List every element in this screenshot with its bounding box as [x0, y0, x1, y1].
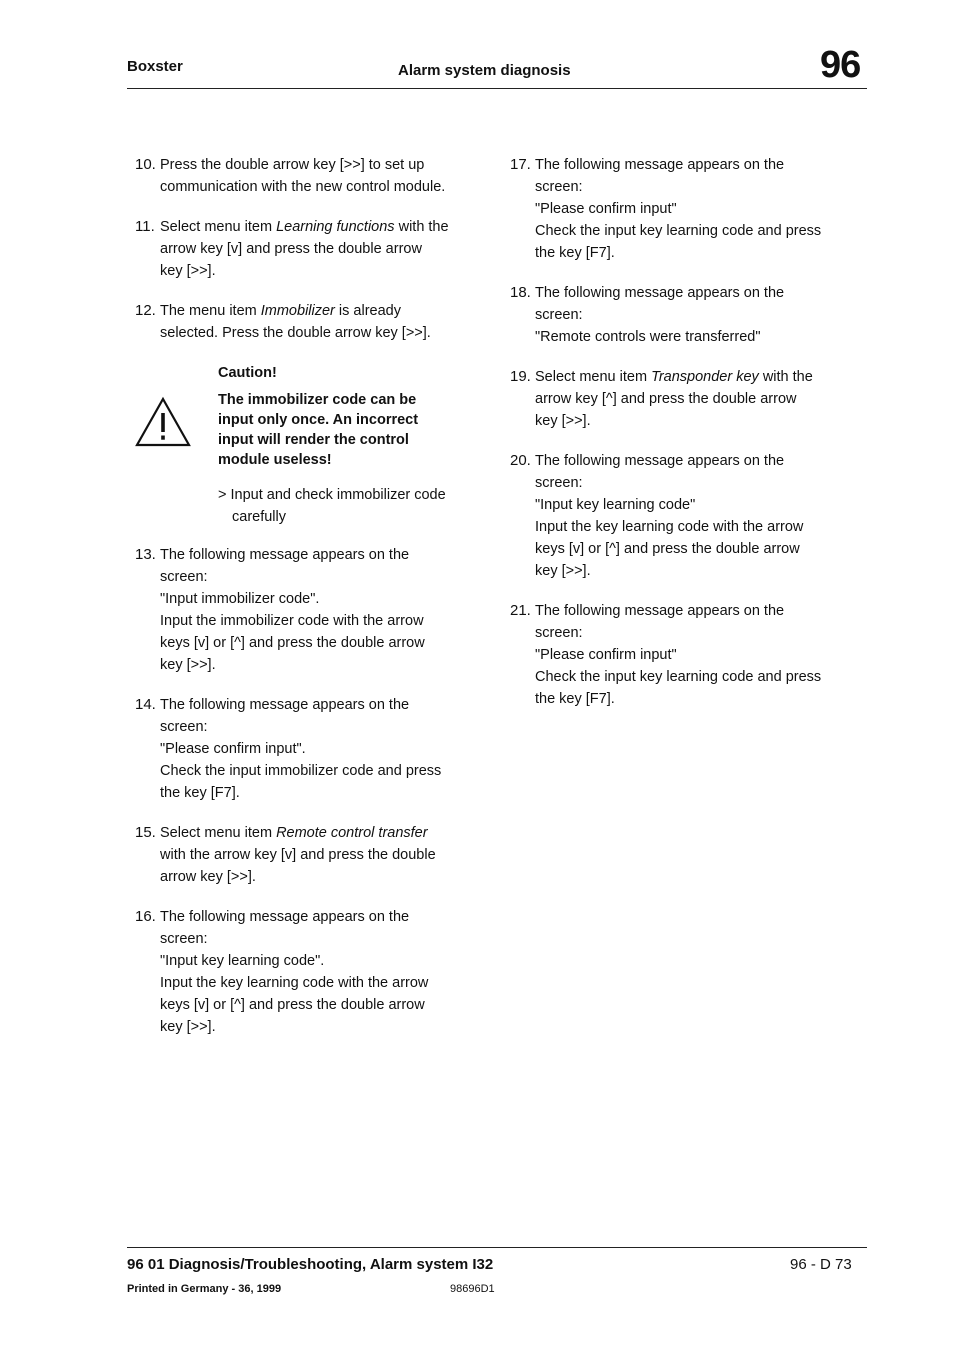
- step-text: [160, 300, 480, 322]
- step-14: [135, 694, 480, 804]
- step-text: screen:: [535, 307, 583, 323]
- caution-title: Caution!: [218, 365, 277, 381]
- header-divider: [127, 88, 867, 89]
- step-number: 21.: [510, 602, 531, 619]
- step-text: key [>>].: [535, 413, 591, 429]
- step-text: arrow key [v] and press the double arrow: [160, 241, 422, 257]
- step-text: "Remote controls were transferred": [535, 329, 761, 345]
- footer-page-number: 96 - D 73: [790, 1256, 852, 1273]
- step-text: The following message appears on the: [535, 157, 785, 173]
- step-text: Input the key learning code with the arrow: [535, 519, 804, 535]
- step-text: "Please confirm input": [535, 201, 677, 217]
- step-text: "Please confirm input".: [160, 741, 306, 757]
- step-text: The following message appears on the: [535, 603, 785, 619]
- step-text: [160, 822, 480, 844]
- instruction-text: > Input and check immobilizer code: [218, 487, 446, 503]
- step-text: The following message appears on the: [160, 547, 410, 563]
- step-text: arrow key [^] and press the double arrow: [535, 391, 797, 407]
- step-text: Check the input key learning code and press: [535, 669, 822, 685]
- caution-text: input will render the control: [218, 432, 409, 448]
- step-number: 14.: [135, 696, 156, 713]
- footer-divider: [127, 1247, 867, 1248]
- text-run: Select menu item: [160, 825, 277, 841]
- step-text: Check the input key learning code and press: [535, 223, 822, 239]
- menu-item-name: Transponder key: [651, 369, 759, 385]
- right-column: [510, 154, 870, 728]
- step-number: 15.: [135, 824, 156, 841]
- step-text: [160, 216, 480, 238]
- warning-triangle-icon: [135, 396, 191, 448]
- caution-text: input only once. An incorrect: [218, 412, 419, 428]
- step-text: "Input key learning code": [535, 497, 696, 513]
- step-text: The following message appears on the: [535, 285, 785, 301]
- menu-item-name: Immobilizer: [260, 303, 335, 319]
- step-21: [510, 600, 870, 710]
- step-text: key [>>].: [160, 657, 216, 673]
- text-run: Select menu item: [535, 369, 652, 385]
- step-text: Press the double arrow key [>>] to set up: [160, 157, 425, 173]
- header-model: Boxster: [127, 58, 183, 75]
- step-19: [510, 366, 870, 432]
- step-text: the key [F7].: [160, 785, 240, 801]
- header-chapter-number: 96: [820, 44, 861, 86]
- step-20: [510, 450, 870, 582]
- step-text: the key [F7].: [535, 691, 615, 707]
- text-run: is already: [334, 303, 401, 319]
- step-number: 10.: [135, 156, 156, 173]
- step-text: selected. Press the double arrow key [>>].: [160, 325, 431, 341]
- step-number: 11.: [135, 218, 155, 235]
- step-text: screen:: [535, 179, 583, 195]
- step-text: keys [v] or [^] and press the double arrow: [535, 541, 800, 557]
- step-text: Input the immobilizer code with the arrow: [160, 613, 424, 629]
- step-number: 13.: [135, 546, 156, 563]
- caution-text: The immobilizer code can be: [218, 392, 417, 408]
- step-13: [135, 544, 480, 676]
- step-text: screen:: [535, 625, 583, 641]
- step-text: key [>>].: [160, 1019, 216, 1035]
- text-run: Select menu item: [160, 219, 277, 235]
- footer-section-title: 96 01 Diagnosis/Troubleshooting, Alarm system I32: [127, 1256, 494, 1273]
- text-run: The menu item: [160, 303, 261, 319]
- step-15: [135, 822, 480, 888]
- step-text: arrow key [>>].: [160, 869, 256, 885]
- instruction-text: carefully: [232, 509, 286, 525]
- step-text: key [>>].: [160, 263, 216, 279]
- step-number: 12.: [135, 302, 156, 319]
- step-text: The following message appears on the: [535, 453, 785, 469]
- left-column: [135, 154, 480, 1056]
- step-number: 17.: [510, 156, 531, 173]
- step-text: keys [v] or [^] and press the double arrow: [160, 635, 425, 651]
- step-text: the key [F7].: [535, 245, 615, 261]
- step-text: communication with the new control module.: [160, 179, 446, 195]
- header-section-title: Alarm system diagnosis: [398, 62, 571, 79]
- text-run: with the: [394, 219, 449, 235]
- step-12: [135, 300, 480, 344]
- step-number: 20.: [510, 452, 531, 469]
- step-10: [135, 154, 480, 198]
- step-text: with the arrow key [v] and press the double: [160, 847, 436, 863]
- step-text: "Input key learning code".: [160, 953, 325, 969]
- step-text: key [>>].: [535, 563, 591, 579]
- step-text: "Input immobilizer code".: [160, 591, 320, 607]
- menu-item-name: Learning functions: [276, 219, 395, 235]
- step-number: 18.: [510, 284, 531, 301]
- step-number: 19.: [510, 368, 531, 385]
- step-text: The following message appears on the: [160, 909, 410, 925]
- text-run: with the: [758, 369, 813, 385]
- footer-document-code: 98696D1: [450, 1283, 495, 1295]
- step-18: [510, 282, 870, 348]
- step-11: [135, 216, 480, 282]
- caution-text: module useless!: [218, 452, 332, 468]
- step-text: keys [v] or [^] and press the double arrow: [160, 997, 425, 1013]
- caution-instruction: [218, 484, 480, 528]
- step-text: screen:: [160, 569, 208, 585]
- step-text: screen:: [160, 931, 208, 947]
- step-text: Check the input immobilizer code and press: [160, 763, 442, 779]
- step-number: 16.: [135, 908, 156, 925]
- menu-item-name: Remote control transfer: [276, 825, 428, 841]
- step-text: "Please confirm input": [535, 647, 677, 663]
- step-16: [135, 906, 480, 1038]
- footer-printed-info: Printed in Germany - 36, 1999: [127, 1283, 282, 1295]
- step-text: The following message appears on the: [160, 697, 410, 713]
- step-17: [510, 154, 870, 264]
- step-text: [535, 366, 870, 388]
- caution-box: [135, 362, 480, 528]
- step-text: screen:: [535, 475, 583, 491]
- step-text: screen:: [160, 719, 208, 735]
- step-text: Input the key learning code with the arrow: [160, 975, 429, 991]
